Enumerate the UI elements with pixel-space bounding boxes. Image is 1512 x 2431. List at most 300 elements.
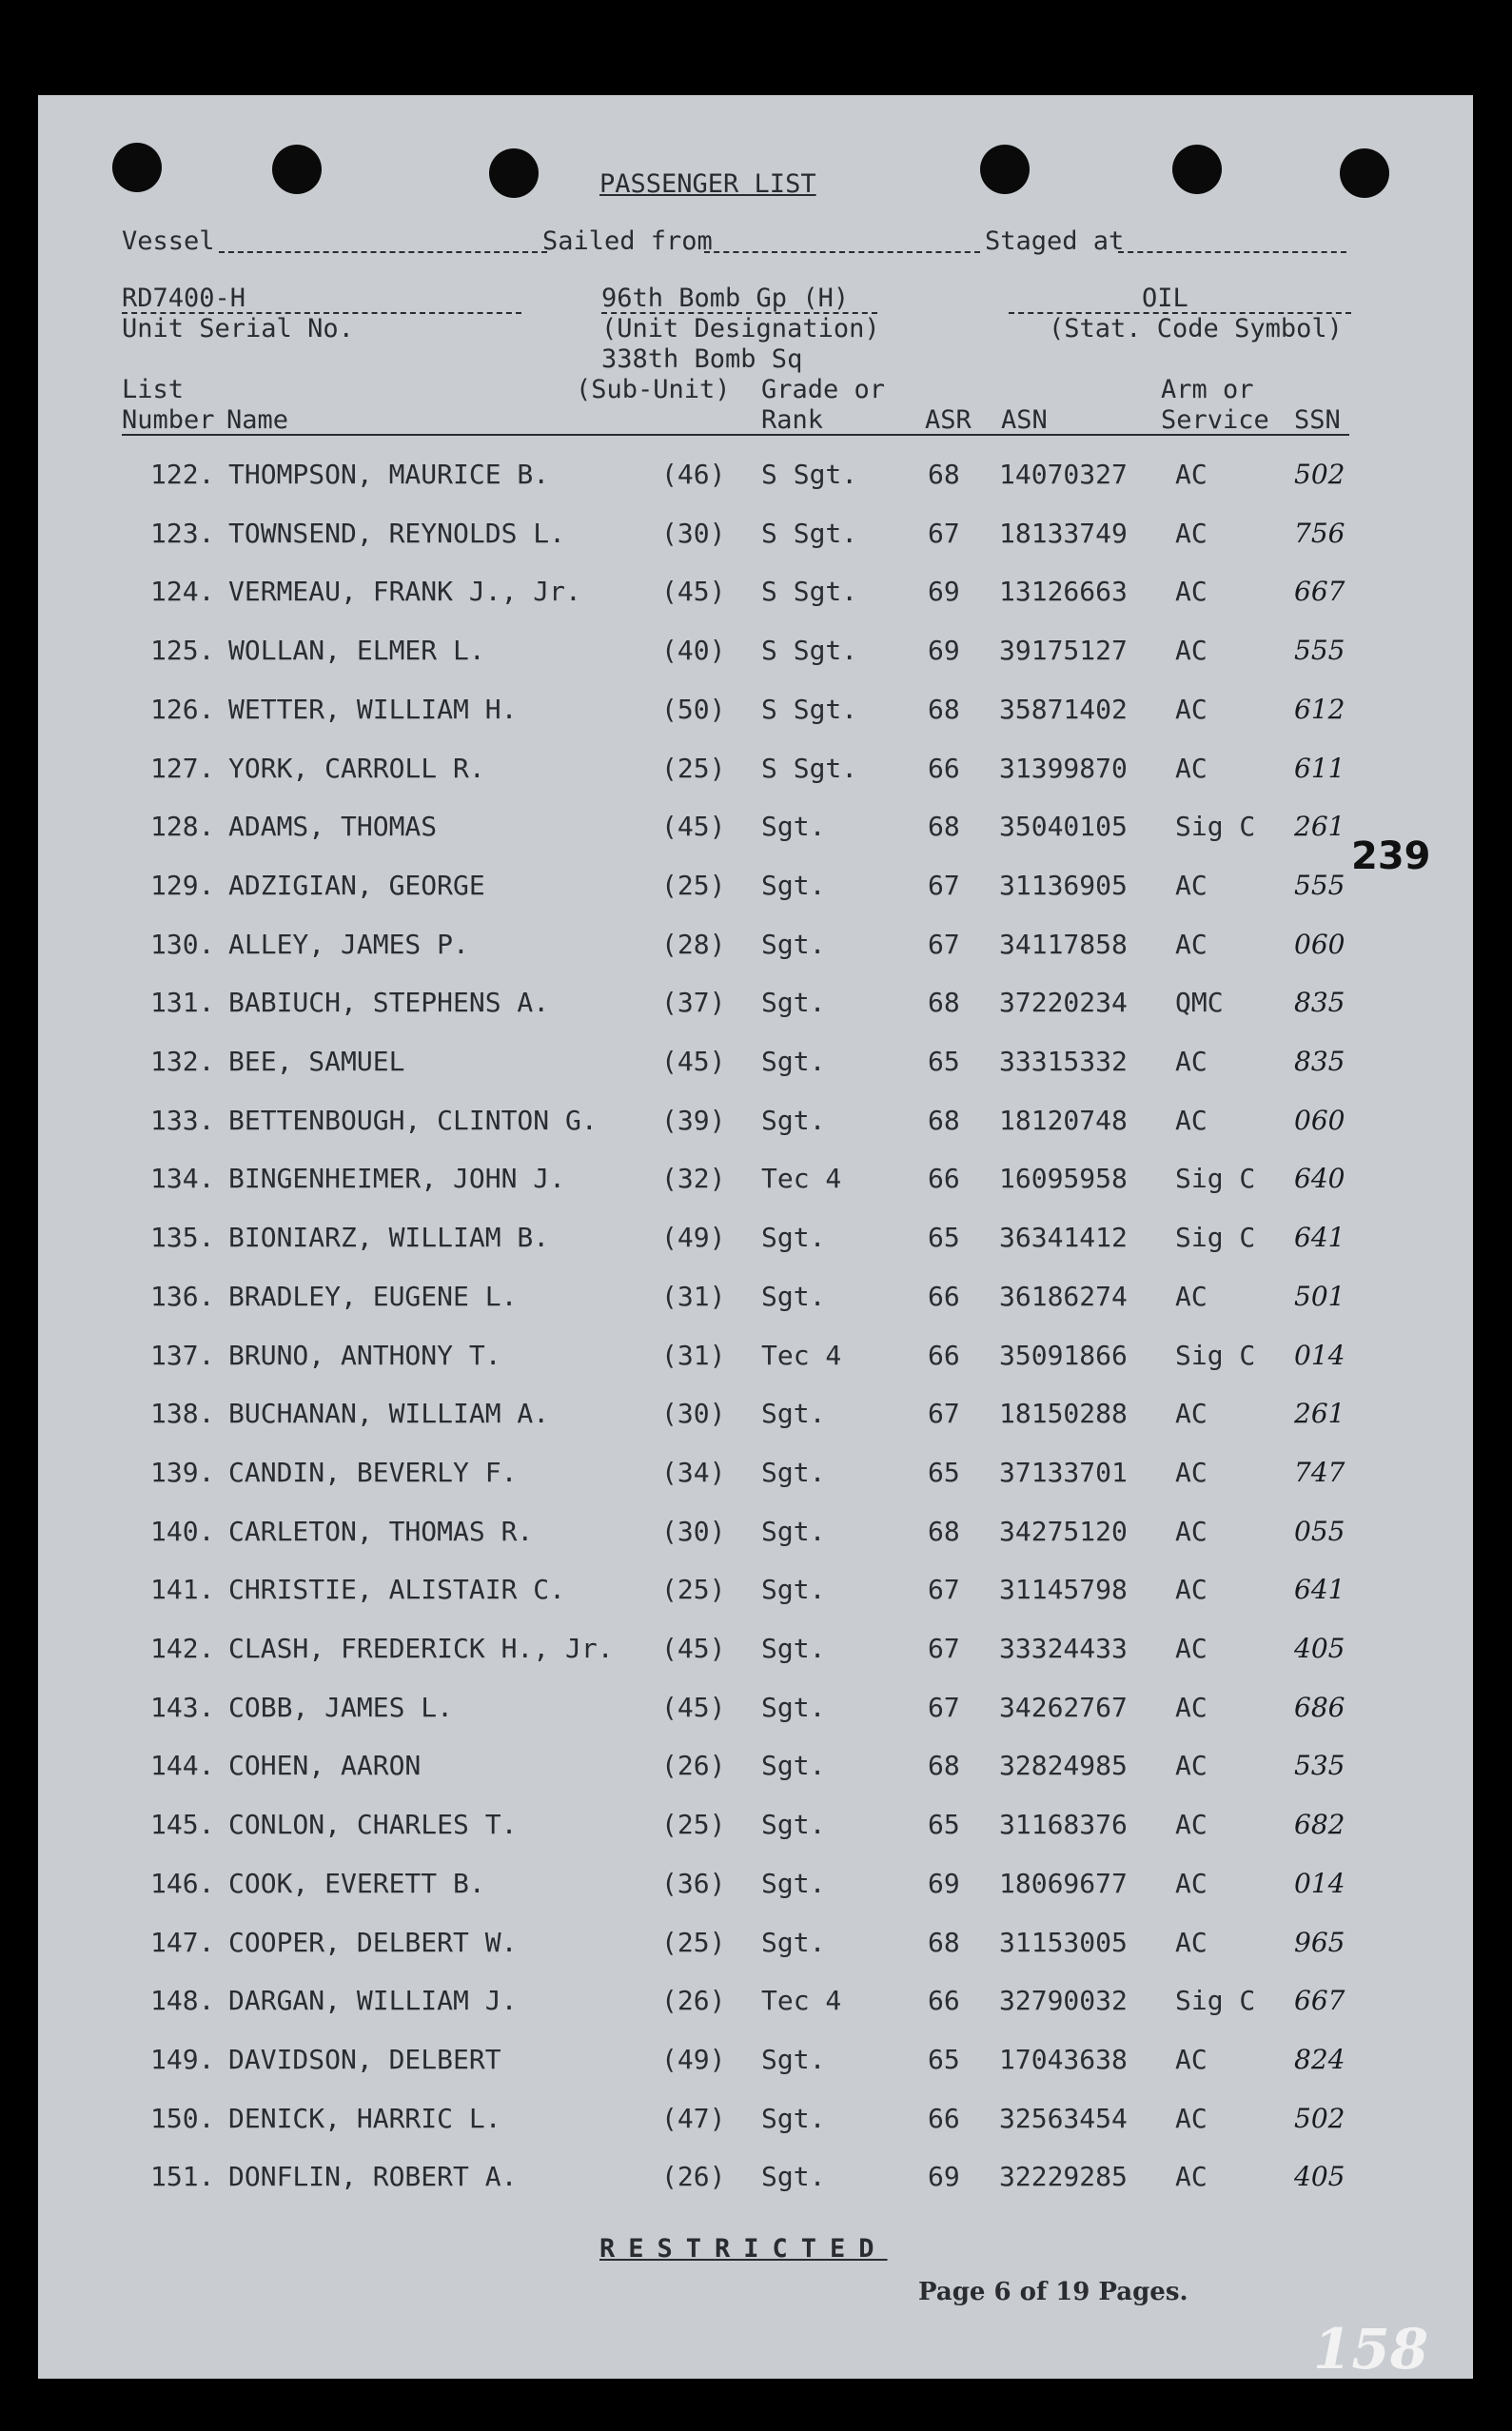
- list-number: 141.: [150, 1574, 215, 1606]
- sub-unit-code: (30): [661, 517, 726, 549]
- sub-unit-code: (45): [661, 1633, 726, 1664]
- list-number: 134.: [150, 1163, 215, 1195]
- list-number: 136.: [150, 1280, 215, 1312]
- list-number: 122.: [150, 459, 215, 490]
- list-number: 133.: [150, 1104, 215, 1136]
- ssn-code: 835: [1294, 987, 1345, 1019]
- table-row: [38, 1691, 1473, 1733]
- grade-rank: Sgt.: [761, 1398, 826, 1430]
- table-row: [38, 1633, 1473, 1674]
- arm-service: Sig C: [1175, 1222, 1256, 1254]
- sub-unit-code: (37): [661, 987, 726, 1019]
- unit-serial-label: Unit Serial No.: [122, 314, 354, 343]
- passenger-name: DONFLIN, ROBERT A.: [228, 2161, 518, 2193]
- arm-service: AC: [1175, 1574, 1208, 1606]
- sub-unit-code: (45): [661, 576, 726, 608]
- list-number: 148.: [150, 1985, 215, 2017]
- table-row: [38, 1750, 1473, 1791]
- arm-service: AC: [1175, 928, 1208, 960]
- asn-number: 33315332: [999, 1046, 1128, 1077]
- asn-number: 37133701: [999, 1456, 1128, 1488]
- table-row: [38, 578, 1473, 617]
- list-number: 130.: [150, 928, 215, 960]
- table-row: [38, 1398, 1473, 1439]
- asr-score: 66: [928, 1339, 960, 1371]
- asn-number: 18069677: [999, 1867, 1128, 1899]
- ssn-code: 535: [1294, 1750, 1345, 1782]
- list-number: 142.: [150, 1633, 215, 1664]
- sub-unit-code: (26): [661, 1985, 726, 2017]
- arm-service: AC: [1175, 1809, 1208, 1841]
- passenger-name: BRUNO, ANTHONY T.: [228, 1339, 501, 1371]
- passenger-name: YORK, CARROLL R.: [228, 752, 485, 784]
- ssn-code: 756: [1294, 517, 1345, 549]
- arm-service: AC: [1175, 2161, 1208, 2193]
- passenger-name: WETTER, WILLIAM H.: [228, 693, 518, 725]
- passenger-name: BINGENHEIMER, JOHN J.: [228, 1163, 566, 1195]
- list-number: 131.: [150, 987, 215, 1019]
- table-row: [38, 1515, 1473, 1557]
- col-header-grade: Grade or: [761, 375, 886, 404]
- grade-rank: Tec 4: [761, 1339, 842, 1371]
- table-row: [38, 1222, 1473, 1263]
- ssn-code: 405: [1294, 2161, 1345, 2193]
- ssn-code: 502: [1294, 459, 1345, 490]
- asr-score: 67: [928, 1633, 960, 1664]
- handwritten-page-number: 158: [1313, 2317, 1429, 2382]
- passenger-name: COOK, EVERETT B.: [228, 1867, 485, 1899]
- arm-service: AC: [1175, 2102, 1208, 2134]
- passenger-name: CONLON, CHARLES T.: [228, 1809, 518, 1841]
- sub-unit-code: (45): [661, 1691, 726, 1723]
- grade-rank: Sgt.: [761, 1750, 826, 1782]
- asr-score: 68: [928, 693, 960, 725]
- passenger-name: BRADLEY, EUGENE L.: [228, 1280, 518, 1312]
- staged-at-blank: [1118, 251, 1346, 253]
- ssn-code: 611: [1294, 752, 1345, 784]
- list-number: 129.: [150, 869, 215, 901]
- asr-score: 69: [928, 1867, 960, 1899]
- sub-unit-code: (26): [661, 1750, 726, 1782]
- asn-number: 31168376: [999, 1809, 1128, 1841]
- sub-unit-code: (25): [661, 1809, 726, 1841]
- asn-number: 17043638: [999, 2043, 1128, 2075]
- asr-score: 67: [928, 928, 960, 960]
- ssn-code: 055: [1294, 1515, 1345, 1547]
- grade-rank: Sgt.: [761, 2161, 826, 2193]
- asn-number: 31399870: [999, 752, 1128, 784]
- table-row: [38, 1574, 1473, 1615]
- grade-rank: Sgt.: [761, 1633, 826, 1664]
- asn-number: 37220234: [999, 987, 1128, 1019]
- grade-rank: Sgt.: [761, 1926, 826, 1958]
- passenger-name: CANDIN, BEVERLY F.: [228, 1456, 518, 1488]
- sub-unit-value: 338th Bomb Sq: [601, 344, 803, 374]
- table-row: [38, 752, 1473, 794]
- asr-score: 67: [928, 517, 960, 549]
- ssn-code: 682: [1294, 1809, 1345, 1841]
- passenger-name: CARLETON, THOMAS R.: [228, 1515, 534, 1547]
- list-number: 128.: [150, 811, 215, 843]
- table-row: [38, 2043, 1473, 2085]
- list-number: 137.: [150, 1339, 215, 1371]
- passenger-name: WOLLAN, ELMER L.: [228, 635, 485, 667]
- list-number: 143.: [150, 1691, 215, 1723]
- asr-score: 66: [928, 1163, 960, 1195]
- ssn-code: 555: [1294, 869, 1345, 901]
- table-row: [38, 1985, 1473, 2026]
- arm-service: Sig C: [1175, 1163, 1256, 1195]
- passenger-name: COBB, JAMES L.: [228, 1691, 454, 1723]
- document-title: PASSENGER LIST: [599, 169, 816, 199]
- grade-rank: Sgt.: [761, 1280, 826, 1312]
- table-row: [38, 1456, 1473, 1498]
- grade-rank: Sgt.: [761, 1456, 826, 1488]
- sub-unit-code: (25): [661, 752, 726, 784]
- arm-service: AC: [1175, 1633, 1208, 1664]
- asr-score: 68: [928, 1750, 960, 1782]
- asr-score: 67: [928, 1574, 960, 1606]
- asr-score: 67: [928, 869, 960, 901]
- stat-code-value: OIL: [1142, 284, 1188, 313]
- asn-number: 35040105: [999, 811, 1128, 843]
- table-row: [38, 928, 1473, 970]
- sub-unit-code: (25): [661, 1574, 726, 1606]
- sub-unit-code: (49): [661, 2043, 726, 2075]
- asr-score: 68: [928, 1926, 960, 1958]
- asn-number: 32824985: [999, 1750, 1128, 1782]
- grade-rank: Sgt.: [761, 2043, 826, 2075]
- punch-hole: [1172, 145, 1222, 194]
- unit-designation-label: (Unit Designation): [601, 314, 880, 343]
- arm-service: AC: [1175, 459, 1208, 490]
- table-row: [38, 693, 1473, 735]
- passenger-name: COOPER, DELBERT W.: [228, 1926, 518, 1958]
- punch-hole: [980, 145, 1030, 194]
- ssn-code: 667: [1294, 576, 1345, 608]
- grade-rank: Sgt.: [761, 928, 826, 960]
- grade-rank: Sgt.: [761, 1574, 826, 1606]
- asn-number: 13126663: [999, 576, 1128, 608]
- passenger-name: BETTENBOUGH, CLINTON G.: [228, 1104, 598, 1136]
- grade-rank: Sgt.: [761, 1867, 826, 1899]
- asr-score: 68: [928, 811, 960, 843]
- asn-number: 18120748: [999, 1104, 1128, 1136]
- punch-hole: [1340, 148, 1389, 198]
- passenger-name: DENICK, HARRIC L.: [228, 2102, 501, 2134]
- passenger-name: BABIUCH, STEPHENS A.: [228, 987, 550, 1019]
- asn-number: 32790032: [999, 1985, 1128, 2017]
- passenger-name: ALLEY, JAMES P.: [228, 928, 469, 960]
- asn-number: 16095958: [999, 1163, 1128, 1195]
- asn-number: 32563454: [999, 2102, 1128, 2134]
- asr-score: 66: [928, 1985, 960, 2017]
- grade-rank: S Sgt.: [761, 576, 858, 608]
- table-row: [38, 2161, 1473, 2202]
- grade-rank: Sgt.: [761, 1046, 826, 1077]
- arm-service: AC: [1175, 1398, 1208, 1430]
- table-row: [38, 1339, 1473, 1381]
- table-row: [38, 987, 1473, 1028]
- arm-service: AC: [1175, 1280, 1208, 1312]
- passenger-name: BIONIARZ, WILLIAM B.: [228, 1222, 550, 1254]
- table-row: [38, 517, 1473, 559]
- vessel-label: Vessel: [122, 226, 215, 256]
- sailed-from-label: Sailed from: [542, 226, 713, 256]
- asn-number: 35871402: [999, 693, 1128, 725]
- asn-number: 18133749: [999, 517, 1128, 549]
- asr-score: 65: [928, 2043, 960, 2075]
- table-row: [38, 1280, 1473, 1322]
- grade-rank: Sgt.: [761, 1222, 826, 1254]
- list-number: 149.: [150, 2043, 215, 2075]
- ssn-code: 640: [1294, 1163, 1345, 1195]
- passenger-name: CLASH, FREDERICK H., Jr.: [228, 1633, 614, 1664]
- grade-rank: S Sgt.: [761, 459, 858, 490]
- arm-service: AC: [1175, 1456, 1208, 1488]
- asr-score: 65: [928, 1222, 960, 1254]
- asr-score: 69: [928, 2161, 960, 2193]
- col-header-rank: Rank: [761, 405, 824, 435]
- ssn-code: 261: [1294, 811, 1345, 843]
- list-number: 144.: [150, 1750, 215, 1782]
- ssn-code: 261: [1294, 1398, 1345, 1430]
- sub-unit-code: (28): [661, 928, 726, 960]
- arm-service: AC: [1175, 1750, 1208, 1782]
- passenger-name: CHRISTIE, ALISTAIR C.: [228, 1574, 566, 1606]
- ssn-code: 612: [1294, 693, 1345, 725]
- list-number: 139.: [150, 1456, 215, 1488]
- ssn-code: 641: [1294, 1222, 1345, 1254]
- grade-rank: S Sgt.: [761, 635, 858, 667]
- asn-number: 34275120: [999, 1515, 1128, 1547]
- punch-hole: [112, 143, 162, 192]
- asr-score: 69: [928, 576, 960, 608]
- sub-unit-code: (49): [661, 1222, 726, 1254]
- arm-service: AC: [1175, 752, 1208, 784]
- col-header-list: List: [122, 375, 185, 404]
- grade-rank: Tec 4: [761, 1985, 842, 2017]
- col-header-ssn: SSN: [1294, 405, 1341, 435]
- asn-number: 33324433: [999, 1633, 1128, 1664]
- punch-hole: [272, 145, 322, 194]
- col-header-arm: Arm or: [1161, 375, 1254, 404]
- ssn-code: 060: [1294, 1104, 1345, 1136]
- col-header-asr: ASR: [925, 405, 972, 435]
- sub-unit-code: (32): [661, 1163, 726, 1195]
- list-number: 150.: [150, 2102, 215, 2134]
- asn-number: 14070327: [999, 459, 1128, 490]
- arm-service: AC: [1175, 1046, 1208, 1077]
- grade-rank: Sgt.: [761, 987, 826, 1019]
- table-row: [38, 1809, 1473, 1850]
- asr-score: 67: [928, 1691, 960, 1723]
- header-rule: [122, 434, 1349, 436]
- passenger-name: BEE, SAMUEL: [228, 1046, 405, 1077]
- arm-service: AC: [1175, 576, 1208, 608]
- sub-unit-code: (47): [661, 2102, 726, 2134]
- col-header-name: Name: [226, 405, 289, 435]
- asr-score: 68: [928, 987, 960, 1019]
- asn-number: 31145798: [999, 1574, 1128, 1606]
- arm-service: AC: [1175, 1867, 1208, 1899]
- asn-number: 36186274: [999, 1280, 1128, 1312]
- sub-unit-code: (50): [661, 693, 726, 725]
- punch-hole: [489, 148, 539, 198]
- list-number: 138.: [150, 1398, 215, 1430]
- grade-rank: Sgt.: [761, 1809, 826, 1841]
- list-number: 145.: [150, 1809, 215, 1841]
- arm-service: AC: [1175, 1515, 1208, 1547]
- table-row: [38, 1926, 1473, 1968]
- unit-designation-value: 96th Bomb Gp (H): [601, 284, 850, 313]
- asn-number: 34117858: [999, 928, 1128, 960]
- ssn-code: 502: [1294, 2102, 1345, 2134]
- arm-service: Sig C: [1175, 1985, 1256, 2017]
- passenger-name: TOWNSEND, REYNOLDS L.: [228, 517, 566, 549]
- document-page: [38, 95, 1473, 2382]
- passenger-name: THOMPSON, MAURICE B.: [228, 459, 550, 490]
- ssn-code: 965: [1294, 1926, 1345, 1958]
- passenger-name: ADAMS, THOMAS: [228, 811, 438, 843]
- asr-score: 68: [928, 1104, 960, 1136]
- grade-rank: Sgt.: [761, 1515, 826, 1547]
- asn-number: 35091866: [999, 1339, 1128, 1371]
- arm-service: Sig C: [1175, 1339, 1256, 1371]
- restricted-marking: RESTRICTED: [599, 2234, 888, 2264]
- passenger-name: DAVIDSON, DELBERT: [228, 2043, 501, 2075]
- grade-rank: Tec 4: [761, 1163, 842, 1195]
- passenger-name: BUCHANAN, WILLIAM A.: [228, 1398, 550, 1430]
- asr-score: 65: [928, 1456, 960, 1488]
- list-number: 126.: [150, 693, 215, 725]
- asr-score: 66: [928, 2102, 960, 2134]
- sub-unit-code: (25): [661, 1926, 726, 1958]
- sub-unit-code: (45): [661, 1046, 726, 1077]
- asn-number: 34262767: [999, 1691, 1128, 1723]
- asn-number: 39175127: [999, 635, 1128, 667]
- table-row: [38, 1163, 1473, 1204]
- ssn-code: 667: [1294, 1985, 1345, 2017]
- asn-number: 18150288: [999, 1398, 1128, 1430]
- table-row: [38, 1867, 1473, 1909]
- sub-unit-code: (31): [661, 1339, 726, 1371]
- sub-unit-label: (Sub-Unit): [576, 375, 731, 404]
- ssn-code: 824: [1294, 2043, 1345, 2075]
- grade-rank: Sgt.: [761, 1104, 826, 1136]
- arm-service: AC: [1175, 635, 1208, 667]
- grade-rank: Sgt.: [761, 811, 826, 843]
- list-number: 140.: [150, 1515, 215, 1547]
- sub-unit-code: (34): [661, 1456, 726, 1488]
- asr-score: 68: [928, 459, 960, 490]
- asr-score: 67: [928, 1398, 960, 1430]
- ssn-code: 686: [1294, 1691, 1345, 1723]
- list-number: 147.: [150, 1926, 215, 1958]
- sub-unit-code: (36): [661, 1867, 726, 1899]
- list-number: 135.: [150, 1222, 215, 1254]
- asr-score: 65: [928, 1809, 960, 1841]
- ssn-code: 747: [1294, 1456, 1345, 1488]
- list-number: 127.: [150, 752, 215, 784]
- asn-number: 31136905: [999, 869, 1128, 901]
- sub-unit-code: (45): [661, 811, 726, 843]
- col-header-number: Number: [122, 405, 215, 435]
- ssn-code: 014: [1294, 1867, 1345, 1899]
- passenger-name: DARGAN, WILLIAM J.: [228, 1985, 518, 2017]
- col-header-service: Service: [1161, 405, 1269, 435]
- asr-score: 66: [928, 1280, 960, 1312]
- col-header-asn: ASN: [1001, 405, 1048, 435]
- grade-rank: Sgt.: [761, 2102, 826, 2134]
- ssn-code: 405: [1294, 1633, 1345, 1664]
- grade-rank: S Sgt.: [761, 752, 858, 784]
- ssn-code: 014: [1294, 1339, 1345, 1371]
- ssn-code: 555: [1294, 635, 1345, 667]
- list-number: 125.: [150, 635, 215, 667]
- table-row: [38, 637, 1473, 676]
- asr-score: 65: [928, 1046, 960, 1077]
- asr-score: 69: [928, 635, 960, 667]
- sub-unit-code: (31): [661, 1280, 726, 1312]
- grade-rank: Sgt.: [761, 869, 826, 901]
- ssn-code: 060: [1294, 928, 1345, 960]
- arm-service: Sig C: [1175, 811, 1256, 843]
- stat-code-label: (Stat. Code Symbol): [1049, 314, 1343, 343]
- sub-unit-code: (25): [661, 869, 726, 901]
- passenger-name: ADZIGIAN, GEORGE: [228, 869, 485, 901]
- table-row: [38, 461, 1473, 500]
- table-row: [38, 811, 1473, 852]
- sub-unit-code: (30): [661, 1398, 726, 1430]
- ssn-code: 641: [1294, 1574, 1345, 1606]
- list-number: 132.: [150, 1046, 215, 1077]
- staged-at-label: Staged at: [985, 226, 1125, 256]
- table-row: [38, 869, 1473, 911]
- table-row: [38, 2102, 1473, 2144]
- arm-service: AC: [1175, 2043, 1208, 2075]
- arm-service: AC: [1175, 517, 1208, 549]
- sailed-from-blank: [704, 251, 980, 253]
- unit-serial-value: RD7400-H: [122, 284, 246, 313]
- table-row: [38, 1104, 1473, 1146]
- arm-service: AC: [1175, 869, 1208, 901]
- arm-service: AC: [1175, 1926, 1208, 1958]
- grade-rank: S Sgt.: [761, 517, 858, 549]
- asr-score: 66: [928, 752, 960, 784]
- passenger-name: VERMEAU, FRANK J., Jr.: [228, 576, 581, 608]
- ssn-code: 501: [1294, 1280, 1345, 1312]
- arm-service: AC: [1175, 1691, 1208, 1723]
- asn-number: 32229285: [999, 2161, 1128, 2193]
- list-number: 123.: [150, 517, 215, 549]
- stamp-number: 239: [1351, 834, 1431, 878]
- sub-unit-code: (26): [661, 2161, 726, 2193]
- ssn-code: 835: [1294, 1046, 1345, 1077]
- grade-rank: Sgt.: [761, 1691, 826, 1723]
- sub-unit-code: (39): [661, 1104, 726, 1136]
- sub-unit-code: (40): [661, 635, 726, 667]
- sub-unit-code: (30): [661, 1515, 726, 1547]
- grade-rank: S Sgt.: [761, 693, 858, 725]
- list-number: 146.: [150, 1867, 215, 1899]
- table-row: [38, 1046, 1473, 1087]
- asn-number: 36341412: [999, 1222, 1128, 1254]
- page-of-pages: Page 6 of 19 Pages.: [918, 2278, 1188, 2306]
- vessel-blank: [219, 251, 547, 253]
- list-number: 151.: [150, 2161, 215, 2193]
- arm-service: AC: [1175, 693, 1208, 725]
